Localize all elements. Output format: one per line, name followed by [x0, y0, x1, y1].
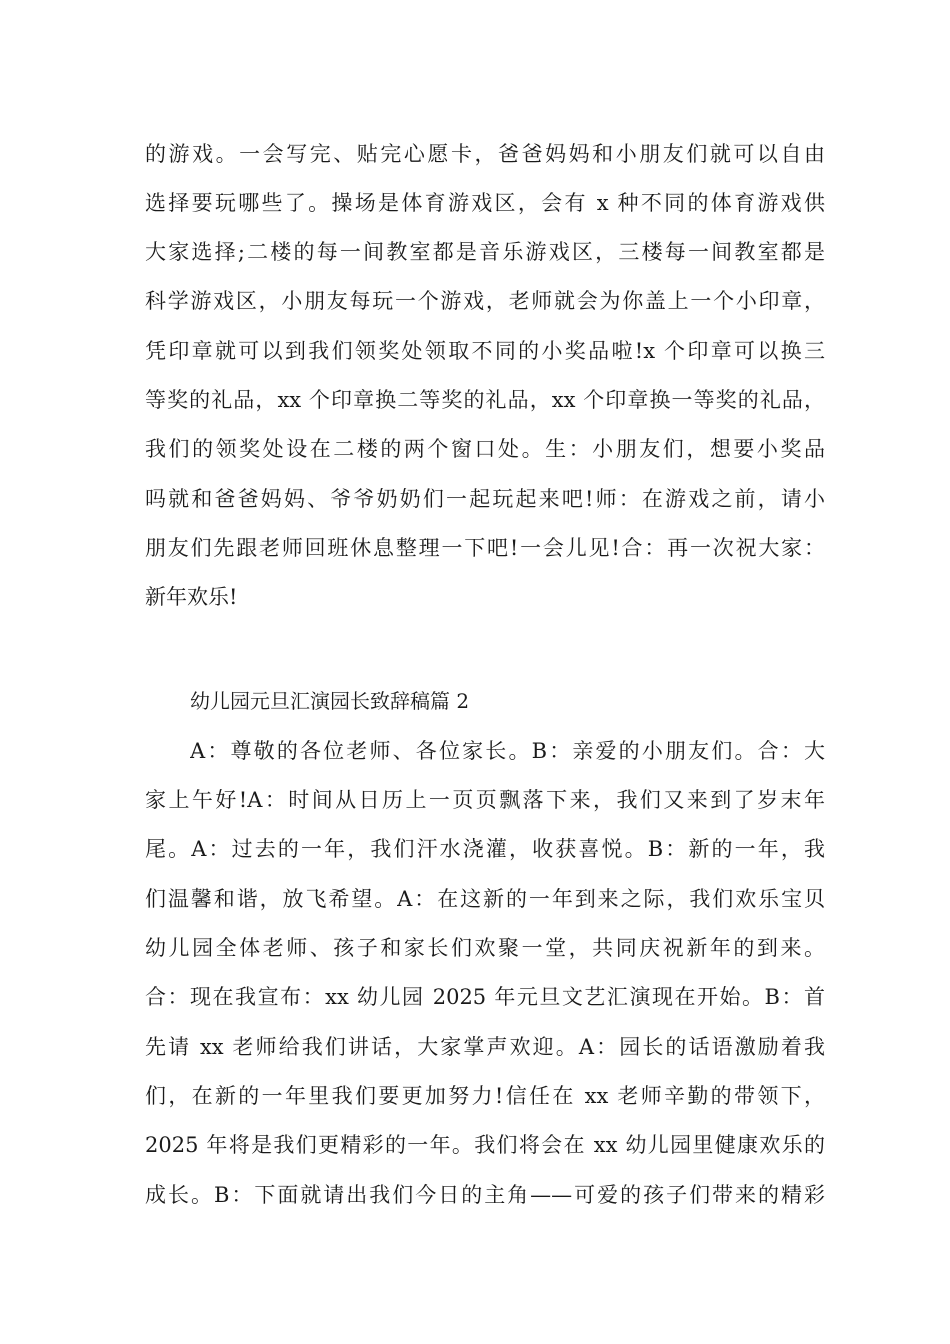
paragraph-line: 们，在新的一年里我们要更加努力!信任在 xx 老师辛勤的带领下， [145, 1084, 825, 1108]
paragraph-line: 等奖的礼品，xx 个印章换二等奖的礼品，xx 个印章换一等奖的礼品， [145, 388, 825, 412]
paragraph-line: 的游戏。一会写完、贴完心愿卡，爸爸妈妈和小朋友们就可以自由 [145, 142, 825, 166]
paragraph-line: 凭印章就可以到我们领奖处领取不同的小奖品啦!x 个印章可以换三 [145, 339, 825, 363]
paragraph-line: 合：现在我宣布：xx 幼儿园 2025 年元旦文艺汇演现在开始。B：首 [145, 985, 825, 1009]
paragraph-line: 选择要玩哪些了。操场是体育游戏区，会有 x 种不同的体育游戏供 [145, 191, 825, 215]
paragraph-line: 先请 xx 老师给我们讲话，大家掌声欢迎。A：园长的话语激励着我 [145, 1035, 825, 1059]
paragraph-line: 我们的领奖处设在二楼的两个窗口处。生：小朋友们，想要小奖品 [145, 437, 825, 461]
paragraph-line: 大家选择;二楼的每一间教室都是音乐游戏区，三楼每一间教室都是 [145, 240, 825, 264]
paragraph-line: 朋友们先跟老师回班休息整理一下吧!一会儿见!合：再一次祝大家： [145, 536, 825, 560]
paragraph-line: 们温馨和谐，放飞希望。A：在这新的一年到来之际，我们欢乐宝贝 [145, 887, 825, 911]
section-heading: 幼儿园元旦汇演园长致辞稿篇 2 [190, 689, 470, 713]
paragraph-line: 2025 年将是我们更精彩的一年。我们将会在 xx 幼儿园里健康欢乐的 [145, 1133, 825, 1157]
paragraph-line: 幼儿园全体老师、孩子和家长们欢聚一堂，共同庆祝新年的到来。 [145, 936, 825, 960]
paragraph-line: 科学游戏区，小朋友每玩一个游戏，老师就会为你盖上一个小印章， [145, 289, 825, 313]
paragraph-line: 家上午好!A：时间从日历上一页页飘落下来，我们又来到了岁末年 [145, 788, 825, 812]
paragraph-line: 新年欢乐! [145, 585, 238, 609]
paragraph-line: 成长。B：下面就请出我们今日的主角——可爱的孩子们带来的精彩 [145, 1183, 825, 1207]
paragraph-line: A：尊敬的各位老师、各位家长。B：亲爱的小朋友们。合：大 [190, 739, 825, 763]
paragraph-line: 吗就和爸爸妈妈、爷爷奶奶们一起玩起来吧!师：在游戏之前，请小 [145, 487, 825, 511]
paragraph-line: 尾。A：过去的一年，我们汗水浇灌，收获喜悦。B：新的一年，我 [145, 837, 825, 861]
